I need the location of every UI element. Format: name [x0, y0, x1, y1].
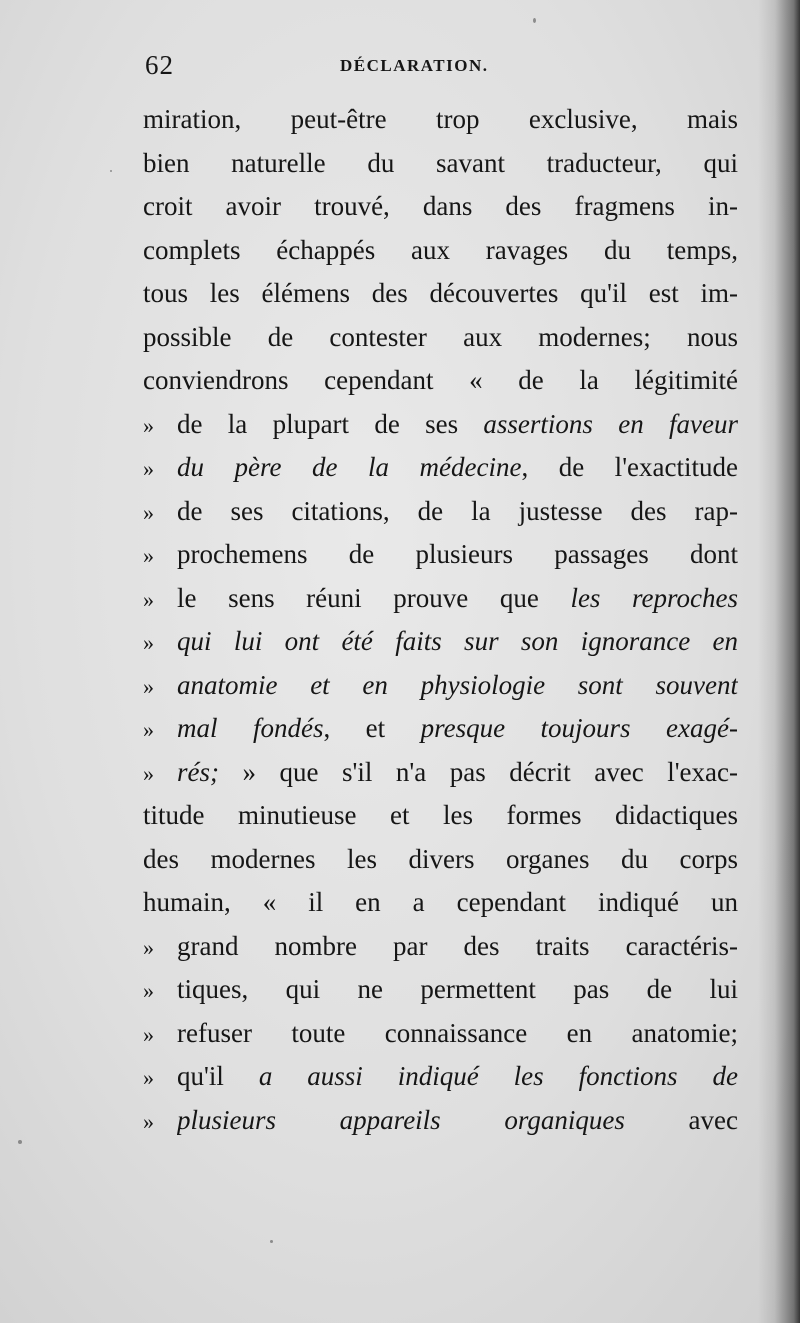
text-line	[143, 794, 738, 838]
quote-mark: »	[143, 760, 154, 786]
text-line	[143, 446, 738, 490]
text-segment: , et	[323, 713, 421, 743]
text-line	[143, 272, 738, 316]
text-line	[143, 229, 738, 273]
text-line	[143, 664, 738, 708]
text-segment: complets échappés aux ravages du temps,	[143, 234, 738, 265]
text-segment: humain, « il en a cependant indiqué un	[143, 887, 738, 917]
text-line	[143, 185, 738, 229]
text-line	[143, 490, 738, 534]
text-segment: tiques, qui ne permettent pas de lui	[177, 974, 738, 1004]
text-segment: bien naturelle du savant traducteur, qui	[143, 147, 738, 178]
text-segment: conviendrons cependant « de la légitimité	[143, 365, 738, 395]
text-line	[143, 838, 738, 882]
italic-segment: qui lui ont été faits sur son ignorance en	[177, 626, 738, 656]
text-segment: qu'il	[177, 1061, 259, 1091]
quote-mark: »	[143, 1108, 154, 1134]
text-line	[143, 1055, 738, 1099]
quote-mark: »	[143, 630, 154, 655]
line-text	[177, 577, 738, 621]
binding-shadow	[758, 0, 800, 1323]
text-segment: des modernes les divers organes du corps	[143, 843, 738, 874]
italic-segment: a aussi indiqué les fonctions de	[258, 1061, 738, 1091]
text-line	[143, 577, 738, 621]
line-text	[177, 664, 738, 708]
text-line	[143, 1099, 738, 1143]
quote-mark: »	[143, 412, 154, 438]
text-line	[143, 142, 738, 186]
italic-segment: mal fondés	[177, 713, 324, 743]
text-segment: le sens réuni prouve que	[177, 582, 571, 613]
quote-mark: »	[143, 717, 154, 742]
quote-mark: »	[143, 1065, 154, 1090]
quote-mark: »	[143, 978, 154, 1003]
text-line	[143, 1012, 738, 1056]
text-line	[143, 533, 738, 577]
text-line	[143, 707, 738, 751]
italic-segment: presque toujours exagé-	[420, 713, 738, 743]
italic-segment: anatomie et en physiologie sont souvent	[177, 669, 738, 700]
italic-segment: assertions en faveur	[483, 408, 738, 439]
quote-mark: »	[143, 1021, 154, 1047]
line-text	[177, 620, 738, 664]
line-text	[177, 751, 738, 795]
quote-mark: »	[143, 456, 154, 481]
text-segment: avec	[624, 1104, 738, 1135]
paper-speck	[18, 1140, 22, 1144]
line-text	[177, 533, 738, 577]
text-segment: » que s'il n'a pas décrit avec l'exac-	[219, 756, 738, 787]
line-text	[177, 490, 738, 534]
text-line	[143, 968, 738, 1012]
text-segment: , de l'exactitude	[521, 452, 738, 482]
paper-speck	[270, 1240, 273, 1243]
line-text	[177, 707, 738, 751]
text-line	[143, 620, 738, 664]
italic-segment: du père de la médecine	[177, 452, 522, 482]
text-segment: prochemens de plusieurs passages dont	[177, 539, 738, 569]
text-segment: titude minutieuse et les formes didactiques	[143, 800, 738, 830]
quote-mark: »	[143, 499, 154, 525]
text-segment: grand nombre par des traits caractéris-	[177, 930, 738, 961]
line-text	[177, 403, 738, 447]
quote-mark: »	[143, 586, 154, 612]
text-line	[143, 316, 738, 360]
quote-mark: »	[143, 934, 154, 960]
text-segment: possible de contester aux modernes; nous	[143, 321, 738, 352]
italic-segment: rés;	[177, 756, 219, 787]
text-segment: de ses citations, de la justesse des rap-	[177, 495, 738, 526]
quote-mark: »	[143, 673, 154, 699]
page-header	[145, 50, 745, 90]
text-line	[143, 403, 738, 447]
text-line	[143, 925, 738, 969]
line-text	[177, 1055, 738, 1099]
line-text	[177, 968, 738, 1012]
text-line	[143, 881, 738, 925]
text-segment: refuser toute connaissance en anatomie;	[177, 1017, 738, 1048]
quote-mark: »	[143, 543, 154, 568]
line-text	[177, 1099, 738, 1143]
paper-speck	[110, 170, 112, 172]
line-text	[177, 446, 738, 490]
line-text	[177, 1012, 738, 1056]
italic-segment: les reproches	[570, 582, 738, 613]
text-line	[143, 359, 738, 403]
page-number: 62	[145, 50, 174, 80]
italic-segment: plusieurs appareils organiques	[177, 1104, 625, 1135]
text-line	[143, 751, 738, 795]
running-head: DÉCLARATION.	[340, 56, 489, 75]
text-segment: de la plupart de ses	[177, 408, 484, 439]
paper-speck	[533, 18, 536, 23]
body-text	[143, 98, 738, 1142]
text-line	[143, 98, 738, 142]
text-segment: croit avoir trouvé, dans des fragmens in-	[143, 191, 738, 221]
text-segment: tous les élémens des découvertes qu'il est im-	[143, 278, 738, 308]
line-text	[177, 925, 738, 969]
text-segment: miration, peut-être trop exclusive, mais	[143, 104, 738, 134]
